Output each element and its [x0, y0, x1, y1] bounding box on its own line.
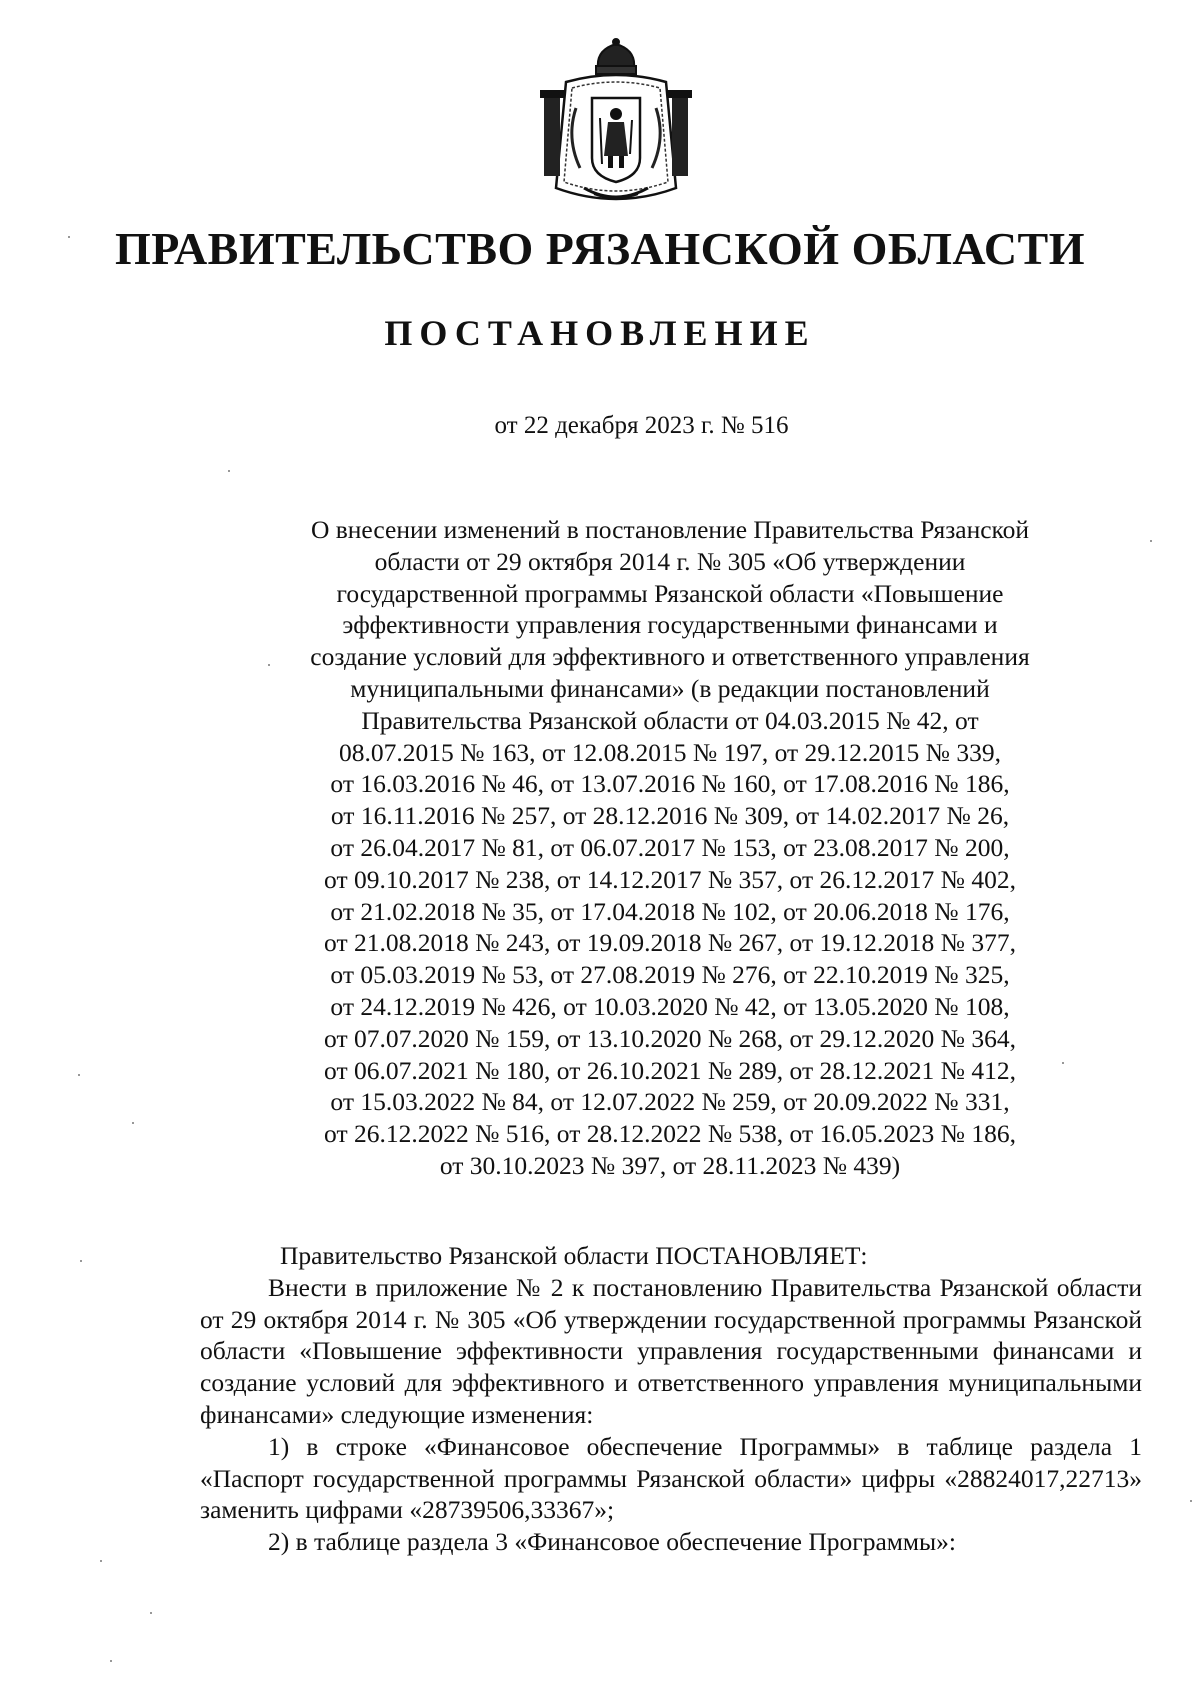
- subject-line: от 24.12.2019 № 426, от 10.03.2020 № 42, от 13.05.2020 № 108,: [330, 991, 1010, 1021]
- document-type-title: ПОСТАНОВЛЕНИЕ: [384, 313, 816, 353]
- subject-line: от 15.03.2022 № 84, от 12.07.2022 № 259, от 20.09.2022 № 331,: [330, 1087, 1010, 1117]
- subject-line: Правительства Рязанской области от 04.03.2015 № 42, от: [361, 705, 979, 735]
- coat-of-arms-icon: [536, 38, 696, 214]
- subject-line: от 16.03.2016 № 46, от 13.07.2016 № 160, от 17.08.2016 № 186,: [330, 769, 1010, 799]
- organization-title: ПРАВИТЕЛЬСТВО РЯЗАНСКОЙ ОБЛАСТИ: [114, 223, 1086, 274]
- subject-line: от 26.12.2022 № 516, от 28.12.2022 № 538, от 16.05.2023 № 186,: [324, 1119, 1016, 1149]
- subject-line: от 05.03.2019 № 53, от 27.08.2019 № 276, от 22.10.2019 № 325,: [330, 960, 1010, 990]
- subject-line: от 09.10.2017 № 238, от 14.12.2017 № 357, от 26.12.2017 № 402,: [324, 864, 1016, 894]
- document-subject: [240, 514, 1100, 1182]
- item-1-paragraph: 1) в строке «Финансовое обеспечение Программы» в таблице раздела 1 «Паспорт государственной программы Рязанской области» цифры «28824017,22713» заменить цифрами «28739506,33367»;: [200, 1431, 1142, 1525]
- subject-line: 08.07.2015 № 163, от 12.08.2015 № 197, от 29.12.2015 № 339,: [339, 737, 1001, 767]
- resolves-paragraph: Правительство Рязанской области ПОСТАНОВЛЯЕТ:: [280, 1241, 868, 1270]
- subject-line: от 21.08.2018 № 243, от 19.09.2018 № 267, от 19.12.2018 № 377,: [324, 928, 1016, 958]
- subject-line: от 26.04.2017 № 81, от 06.07.2017 № 153, от 23.08.2017 № 200,: [330, 832, 1010, 862]
- subject-line: О внесении изменений в постановление Правительства Рязанской: [310, 515, 1030, 544]
- subject-line: эффективности управления государственными финансами и: [342, 610, 998, 640]
- subject-line: государственной программы Рязанской области «Повышение: [336, 578, 1004, 608]
- intro-paragraph: Внести в приложение № 2 к постановлению Правительства Рязанской области от 29 октября 2014 г. № 305 «Об утверждении государственной программы Рязанской области «Повышение эффективности управления государственными финансами и создание условий для эффективного и ответственного управления муниципальными финансами» следующие изменения:: [200, 1272, 1142, 1429]
- subject-line: от 06.07.2021 № 180, от 26.10.2021 № 289, от 28.12.2021 № 412,: [324, 1055, 1016, 1085]
- subject-line: от 21.02.2018 № 35, от 17.04.2018 № 102, от 20.06.2018 № 176,: [330, 896, 1010, 926]
- item-2-paragraph: 2) в таблице раздела 3 «Финансовое обеспечение Программы»:: [268, 1527, 957, 1557]
- subject-line: от 07.07.2020 № 159, от 13.10.2020 № 268, от 29.12.2020 № 364,: [324, 1023, 1016, 1053]
- document-date-number: от 22 декабря 2023 г. № 516: [494, 412, 789, 439]
- subject-line: области от 29 октября 2014 г. № 305 «Об утверждении: [374, 546, 966, 576]
- subject-line: от 30.10.2023 № 397, от 28.11.2023 № 439): [439, 1150, 901, 1180]
- subject-line: создание условий для эффективного и ответственного управления: [310, 642, 1030, 672]
- subject-line: от 16.11.2016 № 257, от 28.12.2016 № 309, от 14.02.2017 № 26,: [330, 801, 1010, 831]
- document-body: [200, 1240, 1142, 1558]
- subject-line: муниципальными финансами» (в редакции постановлений: [350, 673, 990, 703]
